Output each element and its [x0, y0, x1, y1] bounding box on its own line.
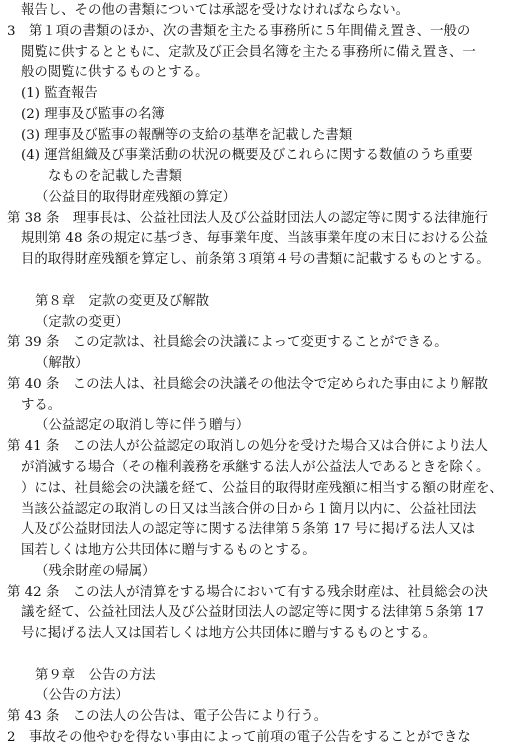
text-line: が消滅する場合（その権利義務を承継する法人が公益法人であるときを除く。	[21, 460, 490, 475]
text-line: 2 事故その他やむを得ない事由によって前項の電子公告をすることができな	[7, 730, 471, 745]
text-line: 閲覧に供するとともに、定款及び正会員名簿を主たる事務所に備え置き、一	[21, 45, 476, 60]
article-heading: （定款の変更）	[35, 315, 129, 330]
text-line: 規則第 48 条の規定に基づき、毎事業年度、当該事業年度の末日における公益	[21, 231, 488, 246]
text-line: (3) 理事及び監事の報酬等の支給の基準を記載した書類	[21, 128, 353, 143]
text-line: (2) 理事及び監事の名簿	[21, 107, 165, 122]
chapter-heading: 第９章 公告の方法	[35, 668, 156, 683]
article-heading: （残余財産の帰属）	[35, 564, 156, 579]
text-line: 第 38 条 理事長は、公益社団法人及び公益財団法人の認定等に関する法律施行	[7, 211, 488, 226]
text-line: 国若しくは地方公共団体に贈与するものとする。	[21, 543, 316, 558]
text-line: 報告し、その他の書類については承認を受けなければならない。	[21, 3, 410, 18]
text-line: 般の閲覧に供するものとする。	[21, 65, 209, 80]
text-line: 3 第１項の書類のほか、次の書類を主たる事務所に５年間備え置き、一般の	[7, 24, 471, 39]
text-line: 第 41 条 この法人が公益認定の取消しの処分を受けた場合又は合併により法人	[7, 439, 488, 454]
text-line: 人及び公益財団法人の認定等に関する法律第５条第 17 号に掲げる法人又は	[21, 522, 476, 537]
text-line: 第 43 条 この法人の公告は、電子公告により行う。	[7, 709, 328, 724]
text-line: する。	[21, 398, 62, 413]
article-heading: （公告の方法）	[35, 688, 129, 703]
text-line: 第 42 条 この法人が清算をする場合において有する残余財産は、社員総会の決	[7, 585, 488, 600]
article-heading: （公益目的取得財産残額の算定）	[35, 190, 236, 205]
text-line: 第 40 条 この法人は、社員総会の決議その他法令で定められた事由により解散	[7, 377, 488, 392]
text-line: 当該公益認定の取消しの日又は当該合併の日から１箇月以内に、公益社団法	[21, 502, 477, 517]
text-line: 議を経て、公益社団法人及び公益財団法人の認定等に関する法律第５条第 17	[21, 605, 484, 620]
text-line: 目的取得財産残額を算定し、前条第３項第４号の書類に記載するものとする。	[21, 252, 490, 267]
text-line: (1) 監査報告	[21, 86, 98, 101]
text-line: 第 39 条 この定款は、社員総会の決議によって変更することができる。	[7, 335, 448, 350]
text-line: 号に掲げる法人又は国若しくは地方公共団体に贈与するものとする。	[21, 626, 437, 641]
text-line: (4) 運営組織及び事業活動の状況の概要及びこれらに関する数値のうち重要	[21, 148, 473, 163]
article-heading: （解散）	[35, 356, 89, 371]
text-line: なものを記載した書類	[48, 169, 182, 184]
text-line: ）には、社員総会の決議を経て、公益目的取得財産残額に相当する額の財産を、	[21, 481, 503, 496]
article-heading: （公益認定の取消し等に伴う贈与）	[35, 418, 250, 433]
chapter-heading: 第８章 定款の変更及び解散	[35, 294, 210, 309]
